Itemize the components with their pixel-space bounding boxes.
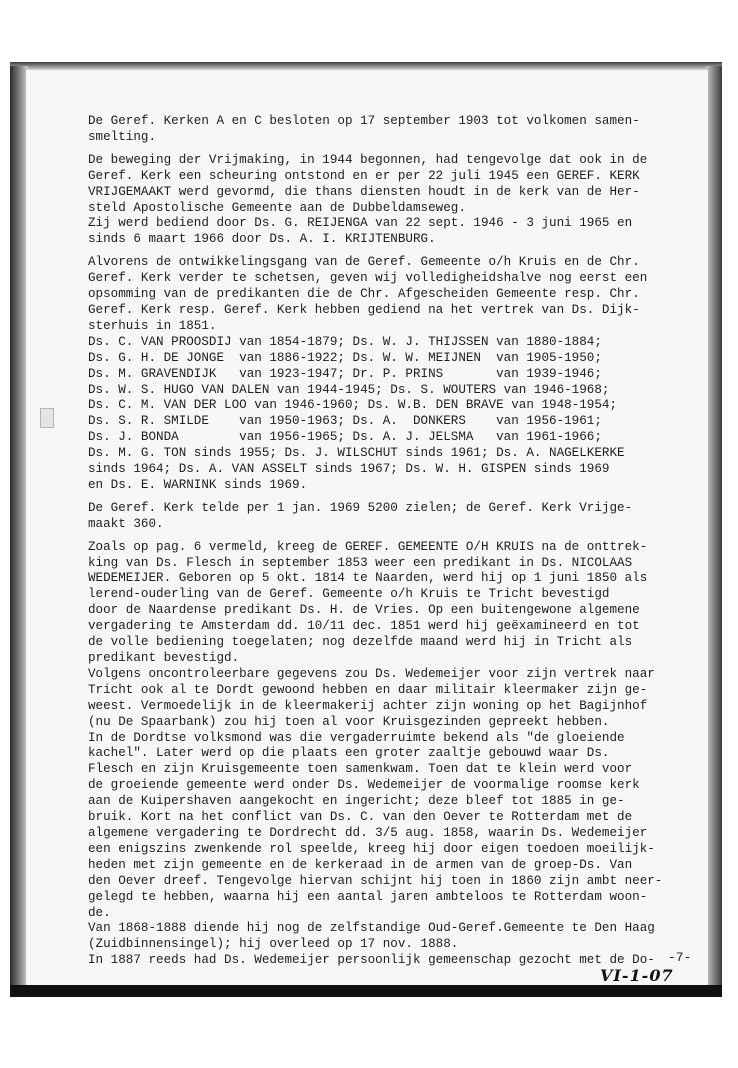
paragraph-zielen: De Geref. Kerk telde per 1 jan. 1969 5200 zielen; de Geref. Kerk Vrijge- maakt 360. xyxy=(88,500,633,531)
paragraph-vrijmaking: De beweging der Vrijmaking, in 1944 begonnen, had tengevolge dat ook in de Geref. Kerk een scheuring ontstond en er per 22 juli 1945 een GEREF. KERK VRIJGEMAAKT werd gevormd, die thans diensten houdt in de kerk van de Her- steld Apostolische Gemeente aan de Dubbeldamseweg. Zij werd bediend door Ds. G. REIJENGA van 22 sept. 1946 - 3 juni 1965 en sinds 6 maart 1966 door Ds. A. I. KRIJTENBURG. xyxy=(88,152,648,247)
scan-edge-top xyxy=(10,62,722,70)
document-body xyxy=(88,114,700,976)
handwritten-archive-note: VI-1-07 xyxy=(600,966,674,985)
paragraph-wedemeijer: Zoals op pag. 6 vermeld, kreeg de GEREF. GEMEENTE O/H KRUIS na de onttrek- king van Ds. Flesch in september 1853 weer een predikant in Ds. NICOLAAS WEDEMEIJER. Geboren op 5 okt. 1814 te Naarden, werd hij op 1 juni 1850 als lerend-ouderling van de Geref. Gemeente o/h Kruis te Tricht bevestigd door de Naardense predikant Ds. H. de Vries. Op een buitengewone algemene vergadering te Amsterdam dd. 10/11 dec. 1851 werd hij geëxamineerd en tot de volle bediening toegelaten; nog dezelfde maand werd hij in Tricht als predikant bevestigd. Volgens oncontroleerbare gegevens zou Ds. Wedemeijer voor zijn vertrek naar Tricht ook al te Dordt gewoond hebben en daar militair kleermaker zijn ge- weest. Vermoedelijk in de kleermakerij achter zijn woning op het Bagijnhof (nu De Spaarbank) zou hij toen al voor Kruisgezinden gepreekt hebben. In de Dordtse volksmond was die vergaderruimte bekend als "de gloeiende kachel". Later werd op die plaats een groter zaaltje gebouwd waar Ds. Flesch en zijn Kruisgemeente toen samenkwam. Toen dat te klein werd voor de groeiende gemeente werd onder Ds. Wedemeijer de voormalige roomse kerk aan de Kuipershaven aangekocht en ingericht; deze bleef tot 1885 in ge- bruik. Kort na het conflict van Ds. C. van den Oever te Rotterdam met de algemene vergadering te Dordrecht dd. 3/5 aug. 1858, waarin Ds. Wedemeijer een enigszins zwenkende rol speelde, kreeg hij door eigen toedoen moeilijk- heden met zijn gemeente en de kerkeraad in de armen van de groep-Ds. Van den Oever dreef. Tengevolge hiervan schijnt hij toen in 1860 zijn ambt neer- gelegd te hebben, waarna hij een aantal jaren ambteloos te Rotterdam woon- de. Van 1868-1888 diende hij nog de zelfstandige Oud-Geref.Gemeente te Den Haag (Zuidbinnensingel); hij overleed op 17 nov. 1888. In 1887 reeds had Ds. Wedemeijer persoonlijk gemeenschap gezocht met de Do- xyxy=(88,539,663,968)
scan-edge-bottom xyxy=(10,985,722,997)
scan-edge-right xyxy=(706,66,722,996)
paragraph-kerken-samensmelting: De Geref. Kerken A en C besloten op 17 september 1903 tot volkomen samen- smelting. xyxy=(88,114,640,144)
paragraph-predikanten-lijst: Alvorens de ontwikkelingsgang van de Geref. Gemeente o/h Kruis en de Chr. Geref. Kerk verder te schetsen, geven wij volledigheidshalve nog eerst een opsomming van de predikanten die de Chr. Afgescheiden Gemeente resp. Chr. Geref. Kerk resp. Geref. Kerk hebben gediend na het vertrek van Ds. Dijk- sterhuis in 1851. Ds. C. VAN PROOSDIJ van 1854-1879; Ds. W. J. THIJSSEN van 1880-1884; Ds. G. H. DE JONGE van 1886-1922; Ds. W. W. MEIJNEN van 1905-1950; Ds. M. GRAVENDIJK van 1923-1947; Dr. P. PRINS van 1939-1946; Ds. W. S. HUGO VAN DALEN van 1944-1945; Ds. S. WOUTERS van 1946-1968; Ds. C. M. VAN DER LOO van 1946-1960; Ds. W.B. DEN BRAVE van 1948-1954; Ds. S. R. SMILDE van 1950-1963; Ds. A. DONKERS van 1956-1961; Ds. J. BONDA van 1956-1965; Ds. A. J. JELSMA van 1961-1966; Ds. M. G. TON sinds 1955; Ds. J. WILSCHUT sinds 1961; Ds. A. NAGELKERKE sinds 1964; Ds. A. VAN ASSELT sinds 1967; Ds. W. H. GISPEN sinds 1969 en Ds. E. WARNINK sinds 1969. xyxy=(88,255,648,492)
page-number: -7- xyxy=(668,950,692,965)
binding-mark xyxy=(40,408,54,428)
